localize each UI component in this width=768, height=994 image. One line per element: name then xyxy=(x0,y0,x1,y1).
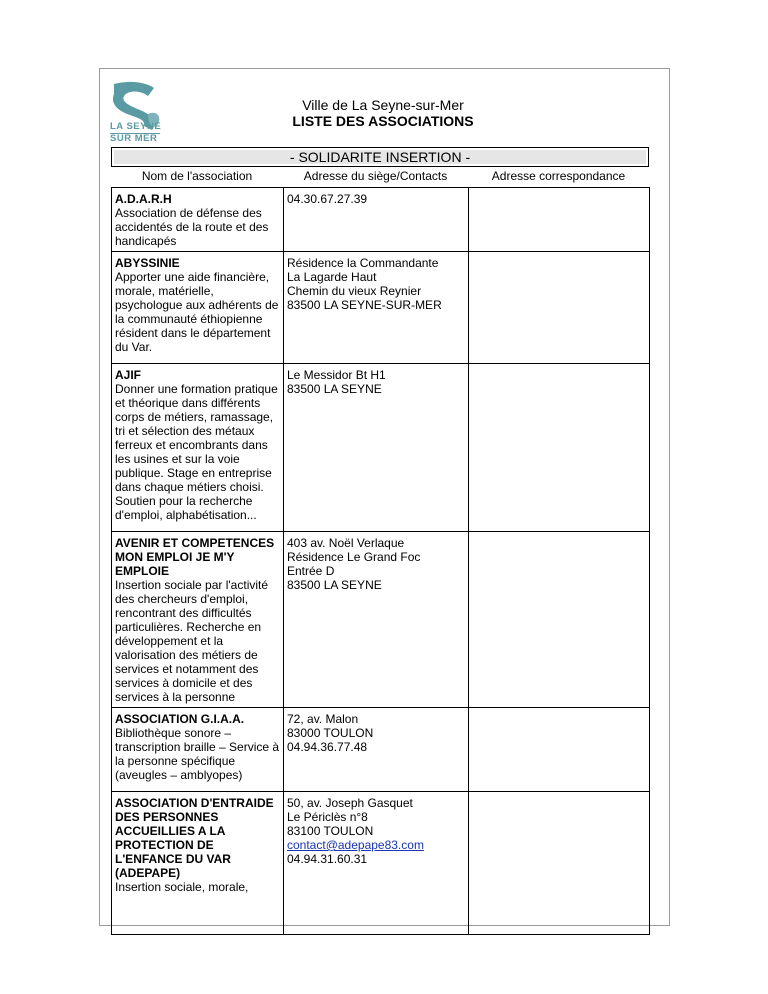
table-row xyxy=(112,532,650,708)
logo-text xyxy=(110,122,166,144)
association-description: Insertion sociale par l'activité des chercheurs d'emploi, rencontrant des difficultés particulières. Recherche en développement et la valorisation des métiers de services et notamment des services à domicile et des services à la personne xyxy=(115,578,269,704)
association-description: Insertion sociale, morale, xyxy=(115,880,249,894)
association-cell xyxy=(112,792,284,935)
association-cell xyxy=(112,708,284,792)
address-cell xyxy=(284,188,469,252)
association-cell xyxy=(112,364,284,532)
address-line: 403 av. Noël Verlaque xyxy=(287,536,405,550)
association-name: ABYSSINIE xyxy=(115,256,180,270)
table-row xyxy=(112,708,650,792)
address-cell xyxy=(284,252,469,364)
address-line: 83500 LA SEYNE xyxy=(287,578,382,592)
header-city: Ville de La Seyne-sur-Mer xyxy=(302,97,464,113)
association-cell xyxy=(112,532,284,708)
column-header-address: Adresse du siège/Contacts xyxy=(303,169,448,183)
table-row xyxy=(112,188,650,252)
association-name: AVENIR ET COMPETENCES MON EMPLOI JE M'Y EMPLOIE xyxy=(115,536,275,578)
section-bar xyxy=(111,147,649,167)
association-cell xyxy=(112,252,284,364)
correspondence-cell xyxy=(469,792,650,935)
correspondence-cell xyxy=(469,708,650,792)
column-header-correspondence: Adresse correspondance xyxy=(491,169,626,183)
address-cell xyxy=(284,532,469,708)
association-description: Association de défense des accidentés de la route et des handicapés xyxy=(115,206,269,248)
section-title: - SOLIDARITE INSERTION - xyxy=(114,150,646,164)
address-line: 04.94.36.77.48 xyxy=(287,740,368,754)
logo-text-line2: SUR MER xyxy=(110,133,158,144)
address-line: Le Périclès n°8 xyxy=(287,810,368,824)
page-title: LISTE DES ASSOCIATIONS xyxy=(292,113,474,129)
address-line: La Lagarde Haut xyxy=(287,270,377,284)
address-line: 50, av. Joseph Gasquet xyxy=(287,796,413,810)
address-line: 83500 LA SEYNE-SUR-MER xyxy=(287,298,442,312)
phone-number: 04.94.31.60.31 xyxy=(287,852,368,866)
association-description: Donner une formation pratique et théorique dans différents corps de métiers, ramassage, tri et sélection des métaux ferreux et encombrants dans les usines et sur la voie publique. Stage en entreprise dans chaque métiers choisi. Soutien pour la recherche d'emploi, alphabétisation... xyxy=(115,382,278,522)
table-row xyxy=(112,252,650,364)
correspondence-cell xyxy=(469,364,650,532)
address-line: Résidence Le Grand Foc xyxy=(287,550,421,564)
association-description: Bibliothèque sonore – transcription braille – Service à la personne spécifique (aveugles – amblyopes) xyxy=(115,726,280,782)
column-header-name: Nom de l'association xyxy=(141,169,253,183)
association-cell xyxy=(112,188,284,252)
association-name: A.D.A.R.H xyxy=(115,192,172,206)
table-row xyxy=(112,364,650,532)
correspondence-cell xyxy=(469,188,650,252)
association-name: ASSOCIATION G.I.A.A. xyxy=(115,712,245,726)
logo-text-line1: LA SEYNE xyxy=(110,121,162,132)
address-line: Chemin du vieux Reynier xyxy=(287,284,422,298)
address-line: 04.30.67.27.39 xyxy=(287,192,368,206)
associations-table xyxy=(111,187,650,935)
address-line: 83100 TOULON xyxy=(287,824,374,838)
address-cell xyxy=(284,364,469,532)
address-line: 83000 TOULON xyxy=(287,726,374,740)
association-description: Apporter une aide financière, morale, matérielle, psychologue aux adhérents de la communauté éthiopienne résident dans le département du Var. xyxy=(115,270,279,354)
email-link[interactable]: contact@adepape83.com xyxy=(287,838,424,852)
address-line: Entrée D xyxy=(287,564,335,578)
address-line: Résidence la Commandante xyxy=(287,256,439,270)
address-line: 72, av. Malon xyxy=(287,712,359,726)
association-name: AJIF xyxy=(115,368,142,382)
address-cell xyxy=(284,792,469,935)
address-line: Le Messidor Bt H1 xyxy=(287,368,386,382)
table-row xyxy=(112,792,650,935)
address-line: 83500 LA SEYNE xyxy=(287,382,382,396)
association-name: ASSOCIATION D'ENTRAIDE DES PERSONNES ACCUEILLIES A LA PROTECTION DE L'ENFANCE DU VAR (ADEPAPE) xyxy=(115,796,274,880)
address-cell xyxy=(284,708,469,792)
correspondence-cell xyxy=(469,252,650,364)
correspondence-cell xyxy=(469,532,650,708)
